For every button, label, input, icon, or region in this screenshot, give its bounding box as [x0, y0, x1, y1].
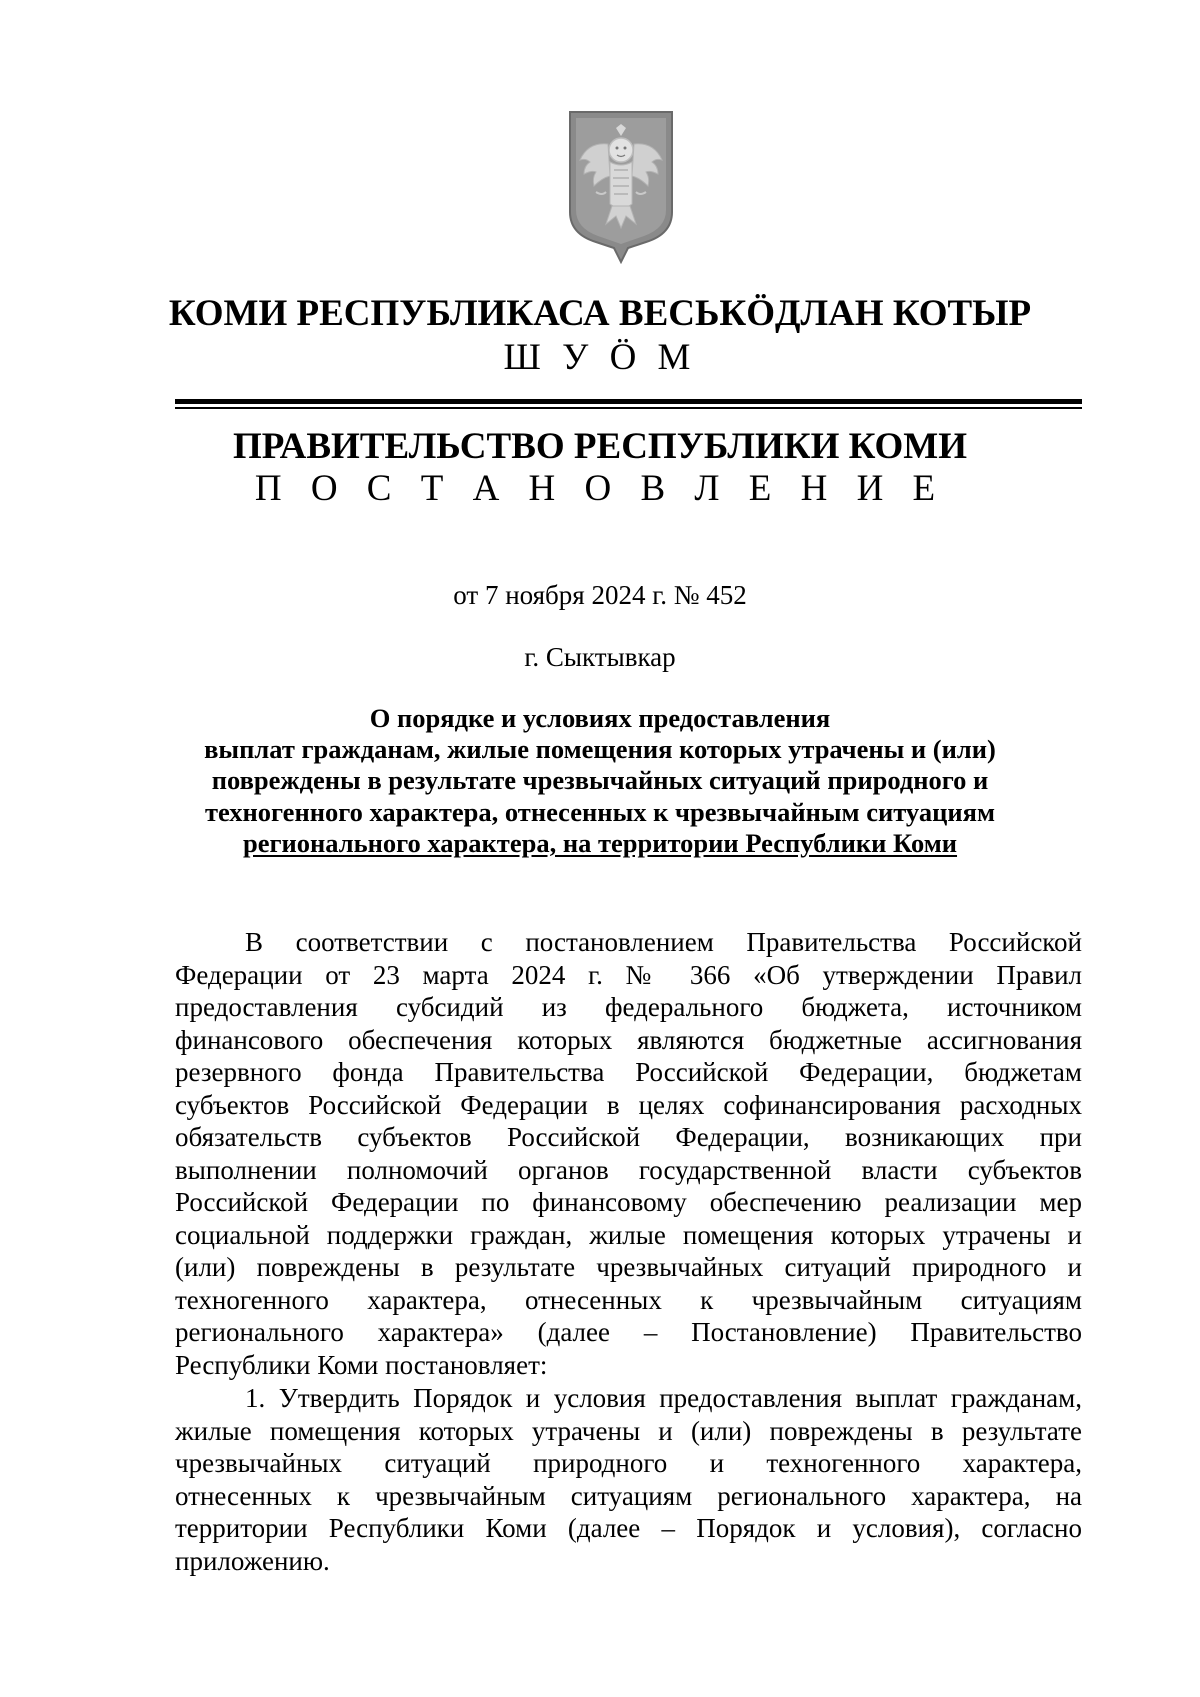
paragraph-line: выполнении полномочий органов государственной власти субъектов: [175, 1154, 1082, 1185]
komi-document-type: Ш У Ӧ М: [503, 337, 697, 378]
paragraph-line: техногенного характера, отнесенных к чрезвычайным ситуациям: [175, 1284, 1082, 1315]
heading-line: О порядке и условиях предоставления: [369, 703, 831, 733]
document-type: П О С Т А Н О В Л Е Н И Е: [254, 468, 946, 509]
header-divider-thin: [175, 407, 1082, 409]
paragraph-line: приложению.: [175, 1545, 330, 1576]
paragraph-line: жилые помещения которых утрачены и (или) повреждены в результате: [175, 1415, 1082, 1446]
paragraph-line: территории Республики Коми (далее – Порядок и условия), согласно: [175, 1513, 1082, 1543]
heading-line: повреждены в результате чрезвычайных ситуаций природного и: [211, 765, 989, 796]
paragraph-line: В соответствии с постановлением Правительства Российской: [245, 927, 1082, 957]
paragraph-line: предоставления субсидий из федерального бюджета, источником: [175, 992, 1082, 1022]
paragraph-line: (или) повреждены в результате чрезвычайных ситуаций природного и: [175, 1252, 1082, 1282]
government-title: ПРАВИТЕЛЬСТВО РЕСПУБЛИКИ КОМИ: [233, 426, 967, 467]
heading-line: выплат гражданам, жилые помещения которых утрачены и (или): [204, 734, 996, 765]
document-city: г. Сыктывкар: [524, 642, 676, 672]
paragraph-line: субъектов Российской Федерации в целях софинансирования расходных: [175, 1089, 1082, 1120]
paragraph-line: Федерации от 23 марта 2024 г. № 366 «Об утверждении Правил: [175, 959, 1082, 990]
paragraph-line: чрезвычайных ситуаций природного и техногенного характера,: [175, 1448, 1082, 1478]
paragraph-line: регионального характера» (далее – Постановление) Правительство: [175, 1317, 1082, 1347]
body-paragraph-preamble: [175, 926, 1082, 1381]
coat-of-arms-icon: [566, 108, 676, 264]
paragraph-line: резервного фонда Правительства Российской Федерации, бюджетам: [175, 1057, 1082, 1087]
paragraph-line: Республики Коми постановляет:: [175, 1349, 548, 1380]
heading-line: техногенного характера, отнесенных к чрезвычайным ситуациям: [204, 796, 995, 827]
paragraph-line: отнесенных к чрезвычайным ситуациям регионального характера, на: [175, 1480, 1082, 1511]
paragraph-line: 1. Утвердить Порядок и условия предоставления выплат гражданам,: [245, 1383, 1082, 1413]
paragraph-line: обязательств субъектов Российской Федерации, возникающих при: [175, 1122, 1082, 1152]
document-heading: [0, 703, 1200, 859]
paragraph-line: финансового обеспечения которых являются бюджетные ассигнования: [175, 1024, 1082, 1055]
body-paragraph-item-1: [175, 1382, 1082, 1577]
paragraph-line: Российской Федерации по финансовому обеспечению реализации мер: [175, 1187, 1082, 1217]
header-divider-thick: [175, 399, 1082, 404]
komi-government-title: КОМИ РЕСПУБЛИКАСА ВЕСЬКӦДЛАН КОТЫР: [168, 293, 1032, 334]
document-date-number: от 7 ноября 2024 г. № 452: [453, 580, 747, 610]
paragraph-line: социальной поддержки граждан, жилые помещения которых утрачены и: [175, 1219, 1082, 1250]
heading-line: регионального характера, на территории Республики Коми: [242, 827, 958, 858]
